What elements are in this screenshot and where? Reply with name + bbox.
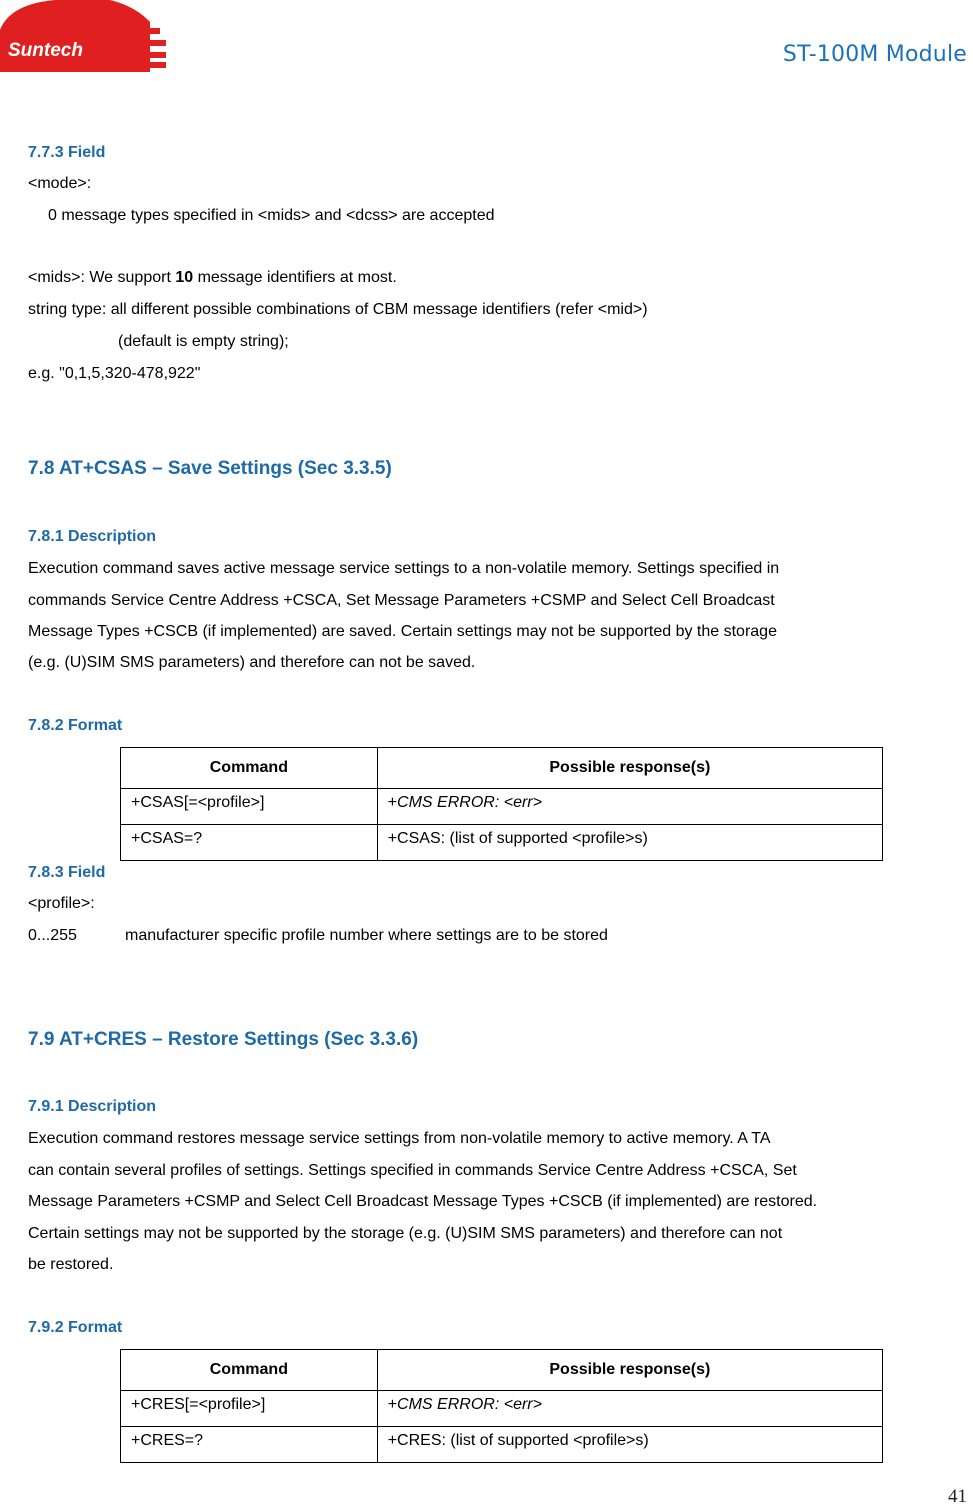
csas-desc-line: (e.g. (U)SIM SMS parameters) and therefore can not be saved. xyxy=(28,654,476,671)
section-heading-7-9-2: 7.9.2 Format xyxy=(28,1319,123,1336)
response-prefix: +CSAS: (list of supported <profile>s) xyxy=(387,830,648,847)
command-cell: +CSAS[=<profile>] xyxy=(121,789,378,825)
mids-bold: 10 xyxy=(175,269,194,286)
table-header-row xyxy=(121,1350,883,1391)
suntech-logo xyxy=(0,0,166,72)
response-cell xyxy=(377,1427,882,1463)
section-heading-7-9: 7.9 AT+CRES – Restore Settings (Sec 3.3.6) xyxy=(28,1029,419,1050)
profile-desc: manufacturer specific profile number where settings are to be stored xyxy=(125,927,608,944)
section-heading-7-7-3: 7.7.3 Field xyxy=(28,144,106,161)
csas-desc-line: Execution command saves active message service settings to a non-volatile memory. Settings specified in xyxy=(28,560,780,577)
mode-value: 0 message types specified in <mids> and <dcss> are accepted xyxy=(48,207,495,224)
page-number: 41 xyxy=(948,1486,967,1507)
response-cell xyxy=(377,825,882,861)
module-title: ST-100M Module xyxy=(782,42,967,67)
section-heading-7-8-3: 7.8.3 Field xyxy=(28,864,106,881)
response-italic: CMS ERROR: <err> xyxy=(397,1396,542,1413)
cres-desc-line: be restored. xyxy=(28,1256,114,1273)
mids-line xyxy=(28,269,397,287)
response-prefix: + xyxy=(387,1396,398,1413)
command-cell: +CRES=? xyxy=(121,1427,378,1463)
section-heading-7-8-1: 7.8.1 Description xyxy=(28,528,157,545)
table-header-command: Command xyxy=(121,1350,378,1391)
section-heading-7-8-2: 7.8.2 Format xyxy=(28,717,123,734)
csas-desc-line: commands Service Centre Address +CSCA, Set Message Parameters +CSMP and Select Cell Broadcast xyxy=(28,592,775,609)
default-note: (default is empty string); xyxy=(118,333,289,350)
response-italic: CMS ERROR: <err> xyxy=(397,794,542,811)
logo-text: Suntech xyxy=(8,40,83,61)
table-row xyxy=(121,789,883,825)
csas-format-table xyxy=(120,747,883,861)
cres-desc-line: Message Parameters +CSMP and Select Cell Broadcast Message Types +CSCB (if implemented) are restored. xyxy=(28,1193,818,1210)
table-header-response: Possible response(s) xyxy=(377,1350,882,1391)
cres-desc-line: can contain several profiles of settings. Settings specified in commands Service Centre Address +CSCA, Set xyxy=(28,1162,797,1179)
response-prefix: + xyxy=(387,794,398,811)
example-line: e.g. "0,1,5,320-478,922" xyxy=(28,365,201,382)
section-heading-7-8: 7.8 AT+CSAS – Save Settings (Sec 3.3.5) xyxy=(28,458,392,479)
profile-range: 0...255 xyxy=(28,927,77,944)
response-prefix: +CRES: (list of supported <profile>s) xyxy=(387,1432,649,1449)
profile-label: <profile>: xyxy=(28,895,95,912)
csas-desc-line: Message Types +CSCB (if implemented) are saved. Certain settings may not be supported by the storage xyxy=(28,623,777,640)
section-heading-7-9-1: 7.9.1 Description xyxy=(28,1098,157,1115)
mids-post: message identifiers at most. xyxy=(193,269,397,286)
mids-pre: <mids>: We support xyxy=(28,269,176,286)
table-row xyxy=(121,1391,883,1427)
response-cell xyxy=(377,1391,882,1427)
mode-label: <mode>: xyxy=(28,175,92,192)
table-row xyxy=(121,1427,883,1463)
cres-desc-line: Certain settings may not be supported by the storage (e.g. (U)SIM SMS parameters) and therefore can not xyxy=(28,1225,783,1242)
string-type-line: string type: all different possible combinations of CBM message identifiers (refer <mid>) xyxy=(28,301,648,318)
command-cell: +CSAS=? xyxy=(121,825,378,861)
table-header-command: Command xyxy=(121,748,378,789)
command-cell: +CRES[=<profile>] xyxy=(121,1391,378,1427)
response-cell xyxy=(377,789,882,825)
cres-format-table xyxy=(120,1349,883,1463)
table-row xyxy=(121,825,883,861)
cres-desc-line: Execution command restores message service settings from non-volatile memory to active memory. A TA xyxy=(28,1130,771,1147)
table-header-response: Possible response(s) xyxy=(377,748,882,789)
table-header-row xyxy=(121,748,883,789)
